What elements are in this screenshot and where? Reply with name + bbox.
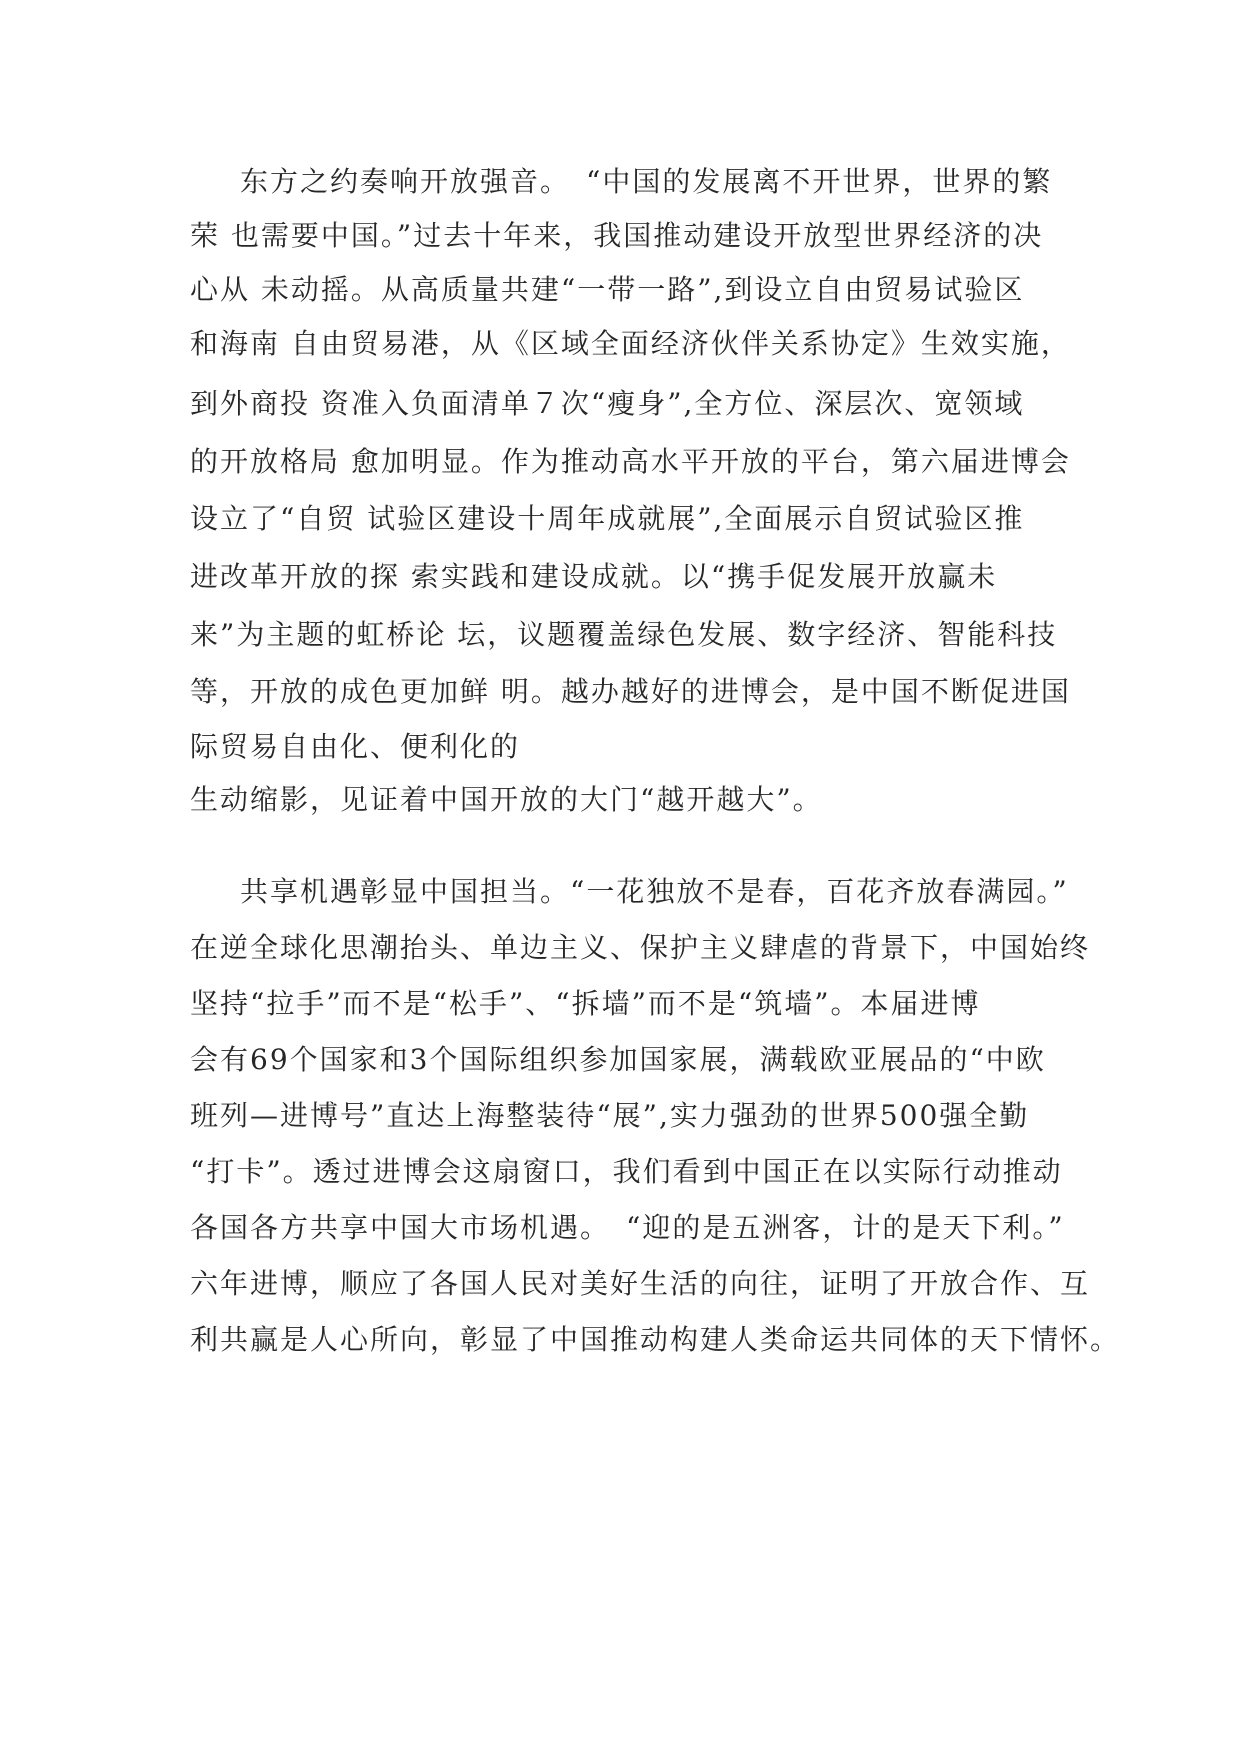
paragraph-line: 东方之约奏响开放强音。 “中国的发展离不开世界，世界的繁: [240, 165, 1053, 198]
paragraph-line: 六年进博，顺应了各国人民对美好生活的向往，证明了开放合作、互: [190, 1267, 1091, 1300]
paragraph-line: 各国各方共享中国大市场机遇。 “迎的是五洲客，计的是天下利。”: [190, 1211, 1065, 1244]
paragraph-line: 设立了“自贸 试验区建设十周年成就展”,全面展示自贸试验区推: [190, 502, 1025, 535]
paragraph-line: 心从 未动摇。从高质量共建“一带一路”,到设立自由贸易试验区: [190, 273, 1025, 306]
paragraph-line: 生动缩影，见证着中国开放的大门“越开越大”。: [190, 783, 823, 816]
paragraph-line: 进改革开放的探 索实践和建设成就。以“携手促发展开放赢未: [190, 560, 998, 593]
paragraph-line: 班列—进博号”直达上海整装待“展”,实力强劲的世界500强全勤: [190, 1099, 1030, 1132]
paragraph-line: 际贸易自由化、便利化的: [190, 730, 521, 763]
paragraph-line: 利共赢是人心所向，彰显了中国推动构建人类命运共同体的天下情怀。: [190, 1323, 1121, 1356]
paragraph-line: 荣 也需要中国。”过去十年来，我国推动建设开放型世界经济的决: [190, 219, 1044, 252]
paragraph-line: 的开放格局 愈加明显。作为推动高水平开放的平台，第六届进博会: [190, 445, 1071, 478]
paragraph-line: 等，开放的成色更加鲜 明。越办越好的进博会，是中国不断促进国: [190, 675, 1071, 708]
paragraph-line: 在逆全球化思潮抬头、单边主义、保护主义肆虐的背景下，中国始终: [190, 931, 1091, 964]
paragraph-line: 和海南 自由贸易港，从《区域全面经济伙伴关系协定》生效实施，: [190, 327, 1071, 360]
paragraph-line: 坚持“拉手”而不是“松手”、“拆墙”而不是“筑墙”。本届进博: [190, 987, 981, 1020]
paragraph-line: 会有69个国家和3个国际组织参加国家展，满载欧亚展品的“中欧: [190, 1043, 1046, 1076]
paragraph-line: “打卡”。透过进博会这扇窗口，我们看到中国正在以实际行动推动: [190, 1155, 1063, 1188]
paragraph-line: 来”为主题的虹桥论 坛，议题覆盖绿色发展、数字经济、智能科技: [190, 618, 1058, 651]
paragraph-line: 到外商投 资准入负面清单７次“瘦身”,全方位、深层次、宽领域: [190, 387, 1025, 420]
paragraph-line: 共享机遇彰显中国担当。“一花独放不是春，百花齐放春满园。”: [240, 875, 1069, 908]
